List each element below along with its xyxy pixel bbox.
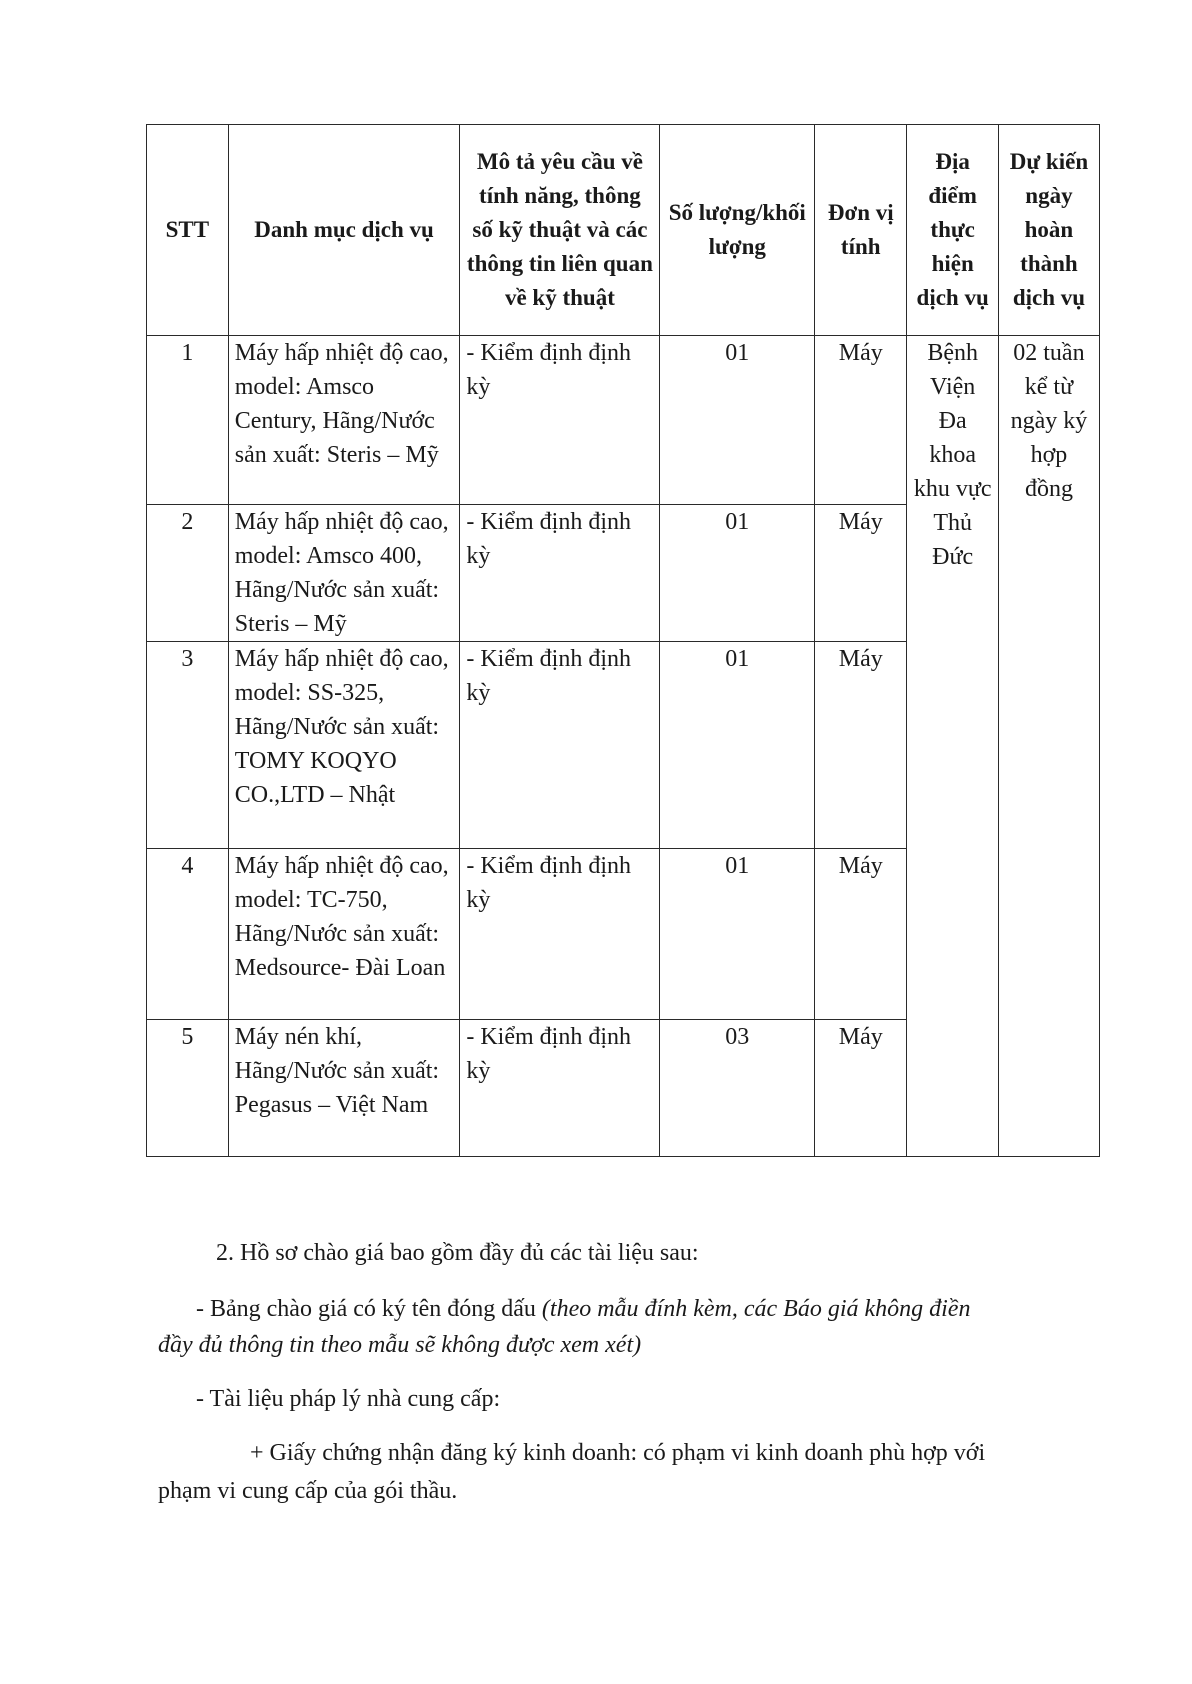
cell-unit: Máy [815, 505, 907, 642]
cell-service-name: Máy hấp nhiệt độ cao, model: SS-325, Hãng/Nước sản xuất: TOMY KOQYO CO.,LTD – Nhật [228, 642, 460, 849]
cell-service-name: Máy hấp nhiệt độ cao, model: TC-750, Hãng/Nước sản xuất: Medsource- Đài Loan [228, 849, 460, 1020]
header-service-name: Danh mục dịch vụ [228, 125, 460, 336]
cell-quantity: 01 [660, 336, 815, 505]
quote-form-text: - Bảng chào giá có ký tên đóng dấu [196, 1296, 542, 1322]
cell-unit: Máy [815, 336, 907, 505]
cell-service-name: Máy nén khí, Hãng/Nước sản xuất: Pegasus – Việt Nam [228, 1020, 460, 1157]
cell-description: - Kiểm định định kỳ [460, 336, 660, 505]
cell-stt: 3 [147, 642, 229, 849]
cell-quantity: 01 [660, 505, 815, 642]
cell-quantity: 03 [660, 1020, 815, 1157]
quote-form-note: (theo mẫu đính kèm, các Báo giá không điền [541, 1296, 971, 1322]
cell-service-name: Máy hấp nhiệt độ cao, model: Amsco 400, Hãng/Nước sản xuất: Steris – Mỹ [228, 505, 460, 642]
header-completion: Dự kiến ngày hoàn thành dịch vụ [998, 125, 1099, 336]
cell-description: - Kiểm định định kỳ [460, 505, 660, 642]
legal-documents-item: - Tài liệu pháp lý nhà cung cấp: [196, 1386, 501, 1412]
business-license-item: + Giấy chứng nhận đăng ký kinh doanh: có phạm vi kinh doanh phù hợp với [250, 1440, 986, 1466]
table-header-row [147, 125, 1100, 336]
cell-service-name: Máy hấp nhiệt độ cao, model: Amsco Century, Hãng/Nước sản xuất: Steris – Mỹ [228, 336, 460, 505]
quote-form-item [196, 1292, 1076, 1326]
cell-stt: 2 [147, 505, 229, 642]
cell-stt: 1 [147, 336, 229, 505]
cell-quantity: 01 [660, 642, 815, 849]
cell-description: - Kiểm định định kỳ [460, 642, 660, 849]
cell-location: Bệnh Viện Đa khoa khu vực Thủ Đức [907, 336, 998, 1157]
cell-unit: Máy [815, 642, 907, 849]
section-heading: 2. Hồ sơ chào giá bao gồm đầy đủ các tài liệu sau: [216, 1240, 699, 1266]
table-row [147, 336, 1100, 505]
cell-quantity: 01 [660, 849, 815, 1020]
cell-unit: Máy [815, 849, 907, 1020]
header-location: Địa điểm thực hiện dịch vụ [907, 125, 998, 336]
cell-stt: 4 [147, 849, 229, 1020]
cell-description: - Kiểm định định kỳ [460, 1020, 660, 1157]
header-stt: STT [147, 125, 229, 336]
header-description: Mô tả yêu cầu về tính năng, thông số kỹ thuật và các thông tin liên quan về kỹ thuật [460, 125, 660, 336]
cell-unit: Máy [815, 1020, 907, 1157]
business-license-item-continued: phạm vi cung cấp của gói thầu. [158, 1478, 458, 1504]
cell-stt: 5 [147, 1020, 229, 1157]
header-quantity: Số lượng/khối lượng [660, 125, 815, 336]
header-unit: Đơn vị tính [815, 125, 907, 336]
services-table [146, 124, 1100, 1157]
quote-form-note-continued: đầy đủ thông tin theo mẫu sẽ không được xem xét) [158, 1332, 642, 1358]
cell-completion: 02 tuần kể từ ngày ký hợp đồng [998, 336, 1099, 1157]
cell-description: - Kiểm định định kỳ [460, 849, 660, 1020]
